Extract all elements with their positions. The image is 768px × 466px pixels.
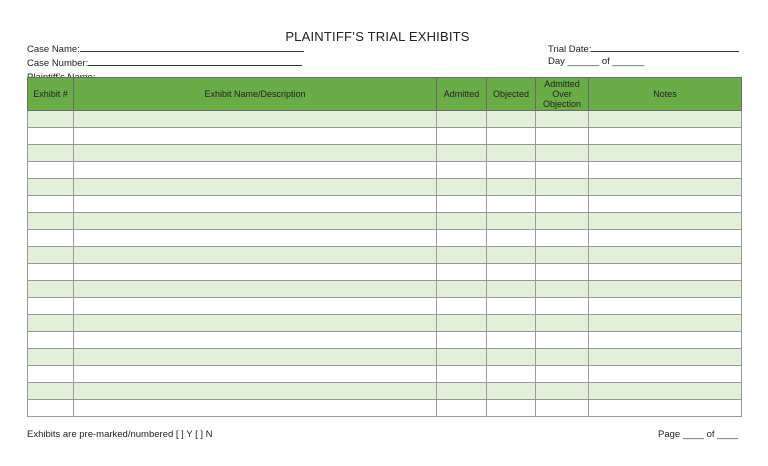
form-title: PLAINTIFF’S TRIAL EXHIBITS bbox=[285, 29, 470, 44]
notes-cell[interactable] bbox=[589, 196, 742, 213]
table-row bbox=[437, 230, 742, 247]
table-row bbox=[437, 247, 742, 264]
case-name-field[interactable] bbox=[80, 42, 304, 52]
column-header-notes: Notes bbox=[589, 78, 742, 111]
admitted-over-objection-cell[interactable] bbox=[536, 179, 589, 196]
column-header-exhibit-number: Exhibit # bbox=[28, 78, 74, 111]
exhibit-description-cell[interactable] bbox=[74, 315, 437, 332]
notes-cell[interactable] bbox=[589, 128, 742, 145]
exhibit-description-cell[interactable] bbox=[74, 264, 437, 281]
admitted-over-objection-cell[interactable] bbox=[536, 400, 589, 417]
admitted-cell[interactable] bbox=[437, 162, 487, 179]
exhibit-description-cell[interactable] bbox=[74, 383, 437, 400]
exhibit-number-cell[interactable] bbox=[28, 230, 74, 247]
table-row bbox=[437, 332, 742, 349]
column-header-admitted-over-objection: Admitted Over Objection bbox=[536, 78, 589, 111]
exhibit-number-cell[interactable] bbox=[28, 162, 74, 179]
premarked-note: Exhibits are pre-marked/numbered [ ] Y [ ] N bbox=[27, 429, 213, 440]
notes-cell[interactable] bbox=[589, 332, 742, 349]
objected-cell[interactable] bbox=[487, 315, 536, 332]
exhibit-description-cell[interactable] bbox=[74, 366, 437, 383]
table-row bbox=[437, 162, 742, 179]
notes-cell[interactable] bbox=[589, 264, 742, 281]
objected-cell[interactable] bbox=[487, 213, 536, 230]
notes-cell[interactable] bbox=[589, 111, 742, 128]
exhibit-description-cell[interactable] bbox=[74, 230, 437, 247]
exhibit-number-cell[interactable] bbox=[28, 366, 74, 383]
objected-cell[interactable] bbox=[487, 383, 536, 400]
admitted-cell[interactable] bbox=[437, 332, 487, 349]
notes-cell[interactable] bbox=[589, 383, 742, 400]
admitted-over-objection-cell[interactable] bbox=[536, 230, 589, 247]
exhibit-number-cell[interactable] bbox=[28, 264, 74, 281]
admitted-over-objection-cell[interactable] bbox=[536, 298, 589, 315]
table-row bbox=[28, 145, 437, 162]
trial-date-field[interactable] bbox=[591, 42, 739, 52]
admitted-over-objection-cell[interactable] bbox=[536, 366, 589, 383]
day-of-label: Day ______ of ______ bbox=[548, 56, 645, 67]
column-header-exhibit-description: Exhibit Name/Description bbox=[74, 78, 437, 111]
table-row bbox=[28, 179, 437, 196]
table-row bbox=[437, 179, 742, 196]
admitted-over-objection-cell[interactable] bbox=[536, 145, 589, 162]
objected-cell[interactable] bbox=[487, 298, 536, 315]
exhibit-table-right bbox=[436, 77, 742, 417]
exhibit-description-cell[interactable] bbox=[74, 179, 437, 196]
trial-date-label: Trial Date: bbox=[548, 44, 592, 55]
objected-cell[interactable] bbox=[487, 366, 536, 383]
table-row bbox=[28, 383, 437, 400]
admitted-cell[interactable] bbox=[437, 400, 487, 417]
table-row bbox=[437, 400, 742, 417]
admitted-cell[interactable] bbox=[437, 298, 487, 315]
objected-cell[interactable] bbox=[487, 162, 536, 179]
table-row bbox=[437, 281, 742, 298]
notes-cell[interactable] bbox=[589, 179, 742, 196]
table-row bbox=[28, 315, 437, 332]
table-row bbox=[437, 128, 742, 145]
admitted-cell[interactable] bbox=[437, 179, 487, 196]
objected-cell[interactable] bbox=[487, 128, 536, 145]
admitted-cell[interactable] bbox=[437, 281, 487, 298]
admitted-over-objection-cell[interactable] bbox=[536, 162, 589, 179]
day-row bbox=[548, 56, 739, 68]
admitted-cell[interactable] bbox=[437, 145, 487, 162]
table-row bbox=[437, 349, 742, 366]
table-row bbox=[28, 349, 437, 366]
objected-cell[interactable] bbox=[487, 281, 536, 298]
admitted-over-objection-cell[interactable] bbox=[536, 196, 589, 213]
table-row bbox=[437, 298, 742, 315]
table-row bbox=[437, 264, 742, 281]
admitted-over-objection-cell[interactable] bbox=[536, 332, 589, 349]
table-row bbox=[437, 111, 742, 128]
column-header-objected: Objected bbox=[487, 78, 536, 111]
case-name-label: Case Name: bbox=[27, 44, 80, 55]
exhibit-number-cell[interactable] bbox=[28, 196, 74, 213]
table-row bbox=[28, 264, 437, 281]
admitted-over-objection-cell[interactable] bbox=[536, 213, 589, 230]
case-number-field[interactable] bbox=[88, 56, 302, 66]
table-row bbox=[437, 383, 742, 400]
table-row bbox=[28, 128, 437, 145]
exhibit-description-cell[interactable] bbox=[74, 349, 437, 366]
trial-date-row bbox=[548, 42, 739, 56]
exhibit-description-cell[interactable] bbox=[74, 196, 437, 213]
admitted-over-objection-cell[interactable] bbox=[536, 128, 589, 145]
exhibit-number-cell[interactable] bbox=[28, 128, 74, 145]
table-row bbox=[437, 366, 742, 383]
table-row bbox=[437, 145, 742, 162]
admitted-cell[interactable] bbox=[437, 230, 487, 247]
exhibit-description-cell[interactable] bbox=[74, 128, 437, 145]
table-row bbox=[437, 213, 742, 230]
exhibit-number-cell[interactable] bbox=[28, 213, 74, 230]
exhibit-description-cell[interactable] bbox=[74, 145, 437, 162]
objected-cell[interactable] bbox=[487, 332, 536, 349]
exhibit-description-cell[interactable] bbox=[74, 332, 437, 349]
objected-cell[interactable] bbox=[487, 179, 536, 196]
table-row bbox=[28, 298, 437, 315]
notes-cell[interactable] bbox=[589, 400, 742, 417]
admitted-over-objection-cell[interactable] bbox=[536, 349, 589, 366]
exhibit-description-cell[interactable] bbox=[74, 162, 437, 179]
objected-cell[interactable] bbox=[487, 349, 536, 366]
case-number-row bbox=[27, 56, 304, 70]
exhibit-number-cell[interactable] bbox=[28, 298, 74, 315]
exhibit-number-cell[interactable] bbox=[28, 179, 74, 196]
notes-cell[interactable] bbox=[589, 145, 742, 162]
admitted-cell[interactable] bbox=[437, 128, 487, 145]
exhibit-description-cell[interactable] bbox=[74, 298, 437, 315]
column-header-admitted: Admitted bbox=[437, 78, 487, 111]
exhibit-description-cell[interactable] bbox=[74, 111, 437, 128]
admitted-cell[interactable] bbox=[437, 111, 487, 128]
admitted-cell[interactable] bbox=[437, 213, 487, 230]
objected-cell[interactable] bbox=[487, 230, 536, 247]
table-row bbox=[28, 366, 437, 383]
admitted-over-objection-cell[interactable] bbox=[536, 264, 589, 281]
objected-cell[interactable] bbox=[487, 145, 536, 162]
notes-cell[interactable] bbox=[589, 162, 742, 179]
objected-cell[interactable] bbox=[487, 111, 536, 128]
objected-cell[interactable] bbox=[487, 264, 536, 281]
table-row bbox=[28, 213, 437, 230]
exhibit-number-cell[interactable] bbox=[28, 383, 74, 400]
admitted-cell[interactable] bbox=[437, 315, 487, 332]
exhibit-number-cell[interactable] bbox=[28, 247, 74, 264]
admitted-over-objection-cell[interactable] bbox=[536, 281, 589, 298]
page-number: Page ____ of ____ bbox=[658, 429, 739, 440]
exhibit-number-cell[interactable] bbox=[28, 332, 74, 349]
exhibit-description-cell[interactable] bbox=[74, 213, 437, 230]
notes-cell[interactable] bbox=[589, 349, 742, 366]
table-row bbox=[28, 111, 437, 128]
exhibit-number-cell[interactable] bbox=[28, 349, 74, 366]
table-row bbox=[28, 400, 437, 417]
admitted-over-objection-cell[interactable] bbox=[536, 111, 589, 128]
table-row bbox=[28, 196, 437, 213]
exhibit-number-cell[interactable] bbox=[28, 400, 74, 417]
trial-info-block bbox=[548, 42, 739, 68]
case-number-label: Case Number: bbox=[27, 58, 89, 69]
notes-cell[interactable] bbox=[589, 213, 742, 230]
admitted-over-objection-cell[interactable] bbox=[536, 247, 589, 264]
table-row bbox=[437, 315, 742, 332]
objected-cell[interactable] bbox=[487, 400, 536, 417]
case-name-row bbox=[27, 42, 304, 56]
exhibit-number-cell[interactable] bbox=[28, 145, 74, 162]
exhibit-number-cell[interactable] bbox=[28, 111, 74, 128]
admitted-cell[interactable] bbox=[437, 264, 487, 281]
exhibit-number-cell[interactable] bbox=[28, 281, 74, 298]
table-row bbox=[28, 332, 437, 349]
objected-cell[interactable] bbox=[487, 196, 536, 213]
admitted-over-objection-cell[interactable] bbox=[536, 315, 589, 332]
notes-cell[interactable] bbox=[589, 230, 742, 247]
table-row bbox=[28, 162, 437, 179]
notes-cell[interactable] bbox=[589, 281, 742, 298]
objected-cell[interactable] bbox=[487, 247, 536, 264]
notes-cell[interactable] bbox=[589, 315, 742, 332]
admitted-cell[interactable] bbox=[437, 196, 487, 213]
exhibit-description-cell[interactable] bbox=[74, 281, 437, 298]
table-row bbox=[28, 247, 437, 264]
table-row bbox=[437, 196, 742, 213]
admitted-cell[interactable] bbox=[437, 366, 487, 383]
exhibit-table-left bbox=[27, 77, 437, 417]
admitted-cell[interactable] bbox=[437, 383, 487, 400]
exhibit-description-cell[interactable] bbox=[74, 247, 437, 264]
admitted-over-objection-cell[interactable] bbox=[536, 383, 589, 400]
admitted-cell[interactable] bbox=[437, 247, 487, 264]
table-row bbox=[28, 281, 437, 298]
exhibit-number-cell[interactable] bbox=[28, 315, 74, 332]
notes-cell[interactable] bbox=[589, 298, 742, 315]
admitted-cell[interactable] bbox=[437, 349, 487, 366]
notes-cell[interactable] bbox=[589, 366, 742, 383]
notes-cell[interactable] bbox=[589, 247, 742, 264]
exhibit-description-cell[interactable] bbox=[74, 400, 437, 417]
table-row bbox=[28, 230, 437, 247]
